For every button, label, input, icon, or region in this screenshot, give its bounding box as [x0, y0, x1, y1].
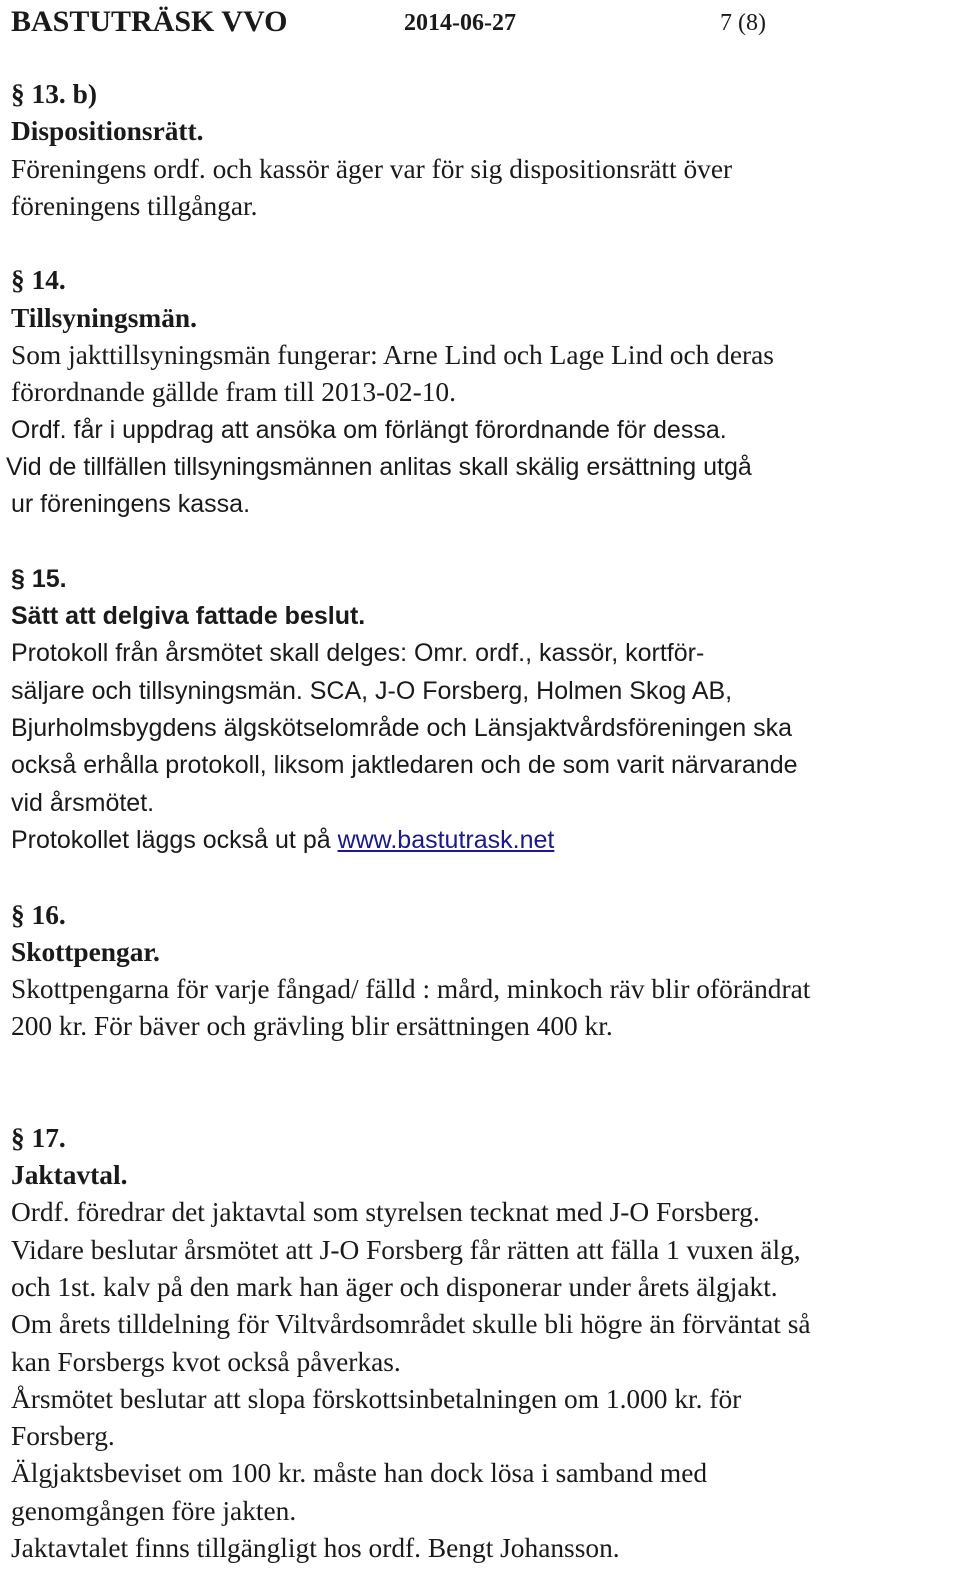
section-14-number: § 14.	[11, 265, 66, 296]
section-17-line-5: kan Forsbergs kvot också påverkas.	[11, 1346, 401, 1377]
section-14-title: Tillsyningsmän.	[11, 302, 197, 333]
section-14-line-1: Som jakttillsyningsmän fungerar: Arne Lind och Lage Lind och deras	[11, 340, 774, 371]
organization-name: BASTUTRÄSK VVO	[11, 5, 288, 38]
section-13-line-2: föreningens tillgångar.	[11, 190, 258, 221]
section-15-number: § 15.	[11, 564, 67, 593]
section-15-link-line	[11, 822, 951, 859]
section-15-line-3: Bjurholmsbygdens älgskötselområde och Länsjaktvårdsföreningen ska	[11, 714, 792, 743]
website-link[interactable]: www.bastutrask.net	[337, 825, 555, 854]
spacer	[11, 1046, 951, 1102]
section-15-line-2: säljare och tillsyningsmän. SCA, J-O Forsberg, Holmen Skog AB,	[11, 676, 733, 705]
section-14-line-5: ur föreningens kassa.	[11, 490, 251, 519]
section-15-title: Sätt att delgiva fattade beslut.	[11, 602, 366, 631]
section-17-line-8: Älgjaktsbeviset om 100 kr. måste han dock lösa i samband med	[11, 1458, 708, 1489]
section-14-line-2: förordnande gällde fram till 2013-02-10.	[11, 377, 456, 408]
section-17-line-4: Om årets tilldelning för Viltvårdsområdet skulle bli högre än förväntat så	[11, 1309, 811, 1340]
spacer	[11, 1102, 951, 1120]
section-14-line-3: Ordf. får i uppdrag att ansöka om förlängt förordnande för dessa.	[11, 415, 727, 444]
section-13-title: Dispositionsrätt.	[11, 116, 204, 147]
link-prefix: Protokollet läggs också ut på	[11, 825, 338, 854]
section-17-title: Jaktavtal.	[11, 1160, 128, 1191]
section-16-title: Skottpengar.	[11, 936, 160, 967]
section-15-line-5: vid årsmötet.	[11, 788, 155, 817]
spacer	[11, 859, 951, 896]
section-17-line-10: Jaktavtalet finns tillgängligt hos ordf. Bengt Johansson.	[11, 1532, 620, 1563]
document-date: 2014-06-27	[404, 10, 516, 36]
section-13-number: § 13. b)	[11, 79, 97, 109]
spacer	[11, 524, 951, 561]
section-17-line-3: och 1st. kalv på den mark han äger och disponerar under årets älgjakt.	[11, 1271, 778, 1302]
section-17-number: § 17.	[11, 1122, 66, 1153]
section-16-number: § 16.	[11, 899, 66, 930]
section-15-line-4: också erhålla protokoll, liksom jaktledaren och de som varit närvarande	[11, 751, 798, 780]
document-body	[6, 76, 951, 1567]
section-13-line-1: Föreningens ordf. och kassör äger var för sig dispositionsrätt över	[11, 153, 733, 184]
page-number: 7 (8)	[720, 10, 766, 36]
section-14-line-4: Vid de tillfällen tillsyningsmännen anlitas skall skälig ersättning utgå	[6, 452, 752, 481]
section-16-line-2: 200 kr. För bäver och grävling blir ersättningen 400 kr.	[11, 1011, 613, 1042]
spacer	[11, 225, 951, 262]
section-17-line-6: Årsmötet beslutar att slopa förskottsinbetalningen om 1.000 kr. för	[11, 1383, 742, 1414]
section-15-line-1: Protokoll från årsmötet skall delges: Omr. ordf., kassör, kortför-	[11, 639, 705, 668]
section-17-line-9: genomgången före jakten.	[11, 1495, 297, 1526]
section-17-line-1: Ordf. föredrar det jaktavtal som styrelsen tecknat med J-O Forsberg.	[11, 1197, 760, 1228]
section-17-line-7: Forsberg.	[11, 1421, 115, 1452]
section-17-line-2: Vidare beslutar årsmötet att J-O Forsberg får rätten att fälla 1 vuxen älg,	[11, 1234, 801, 1265]
section-16-line-1: Skottpengarna för varje fångad/ fälld : mård, minkoch räv blir oförändrat	[11, 974, 811, 1005]
